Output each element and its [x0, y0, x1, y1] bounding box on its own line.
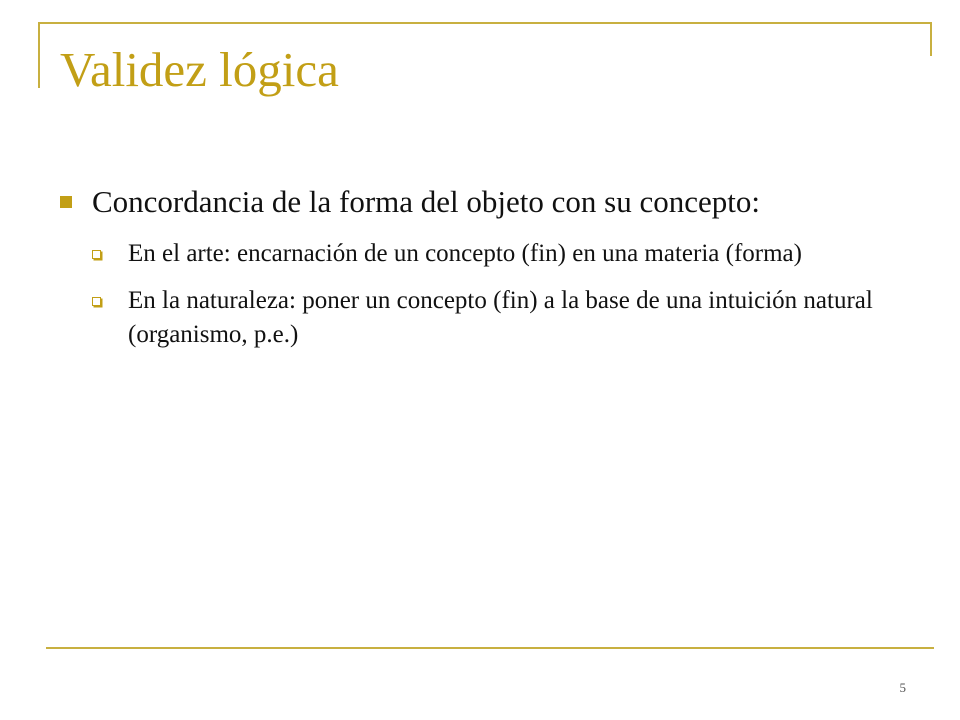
sub-bullet-text: En la naturaleza: poner un concepto (fin) a la base de una intuición natural (organismo, p.e.) [128, 287, 873, 348]
top-frame-line [38, 22, 932, 24]
footer-rule [46, 647, 934, 649]
hollow-square-bullet-icon [92, 297, 101, 306]
slide-title: Validez lógica [60, 42, 339, 97]
sub-bullet-item [92, 284, 920, 352]
bullet-text: Concordancia de la forma del objeto con su concepto: [92, 184, 760, 219]
hollow-square-bullet-icon [92, 250, 101, 259]
sub-bullet-item [92, 237, 920, 271]
page-number: 5 [899, 680, 906, 695]
right-frame-tick [930, 22, 932, 56]
sub-bullet-list [92, 237, 920, 352]
sub-bullet-text: En el arte: encarnación de un concepto (fin) en una materia (forma) [128, 240, 802, 267]
left-frame-line [38, 22, 40, 88]
square-bullet-icon [60, 196, 72, 208]
slide-content [60, 180, 920, 365]
bullet-item [60, 180, 920, 223]
